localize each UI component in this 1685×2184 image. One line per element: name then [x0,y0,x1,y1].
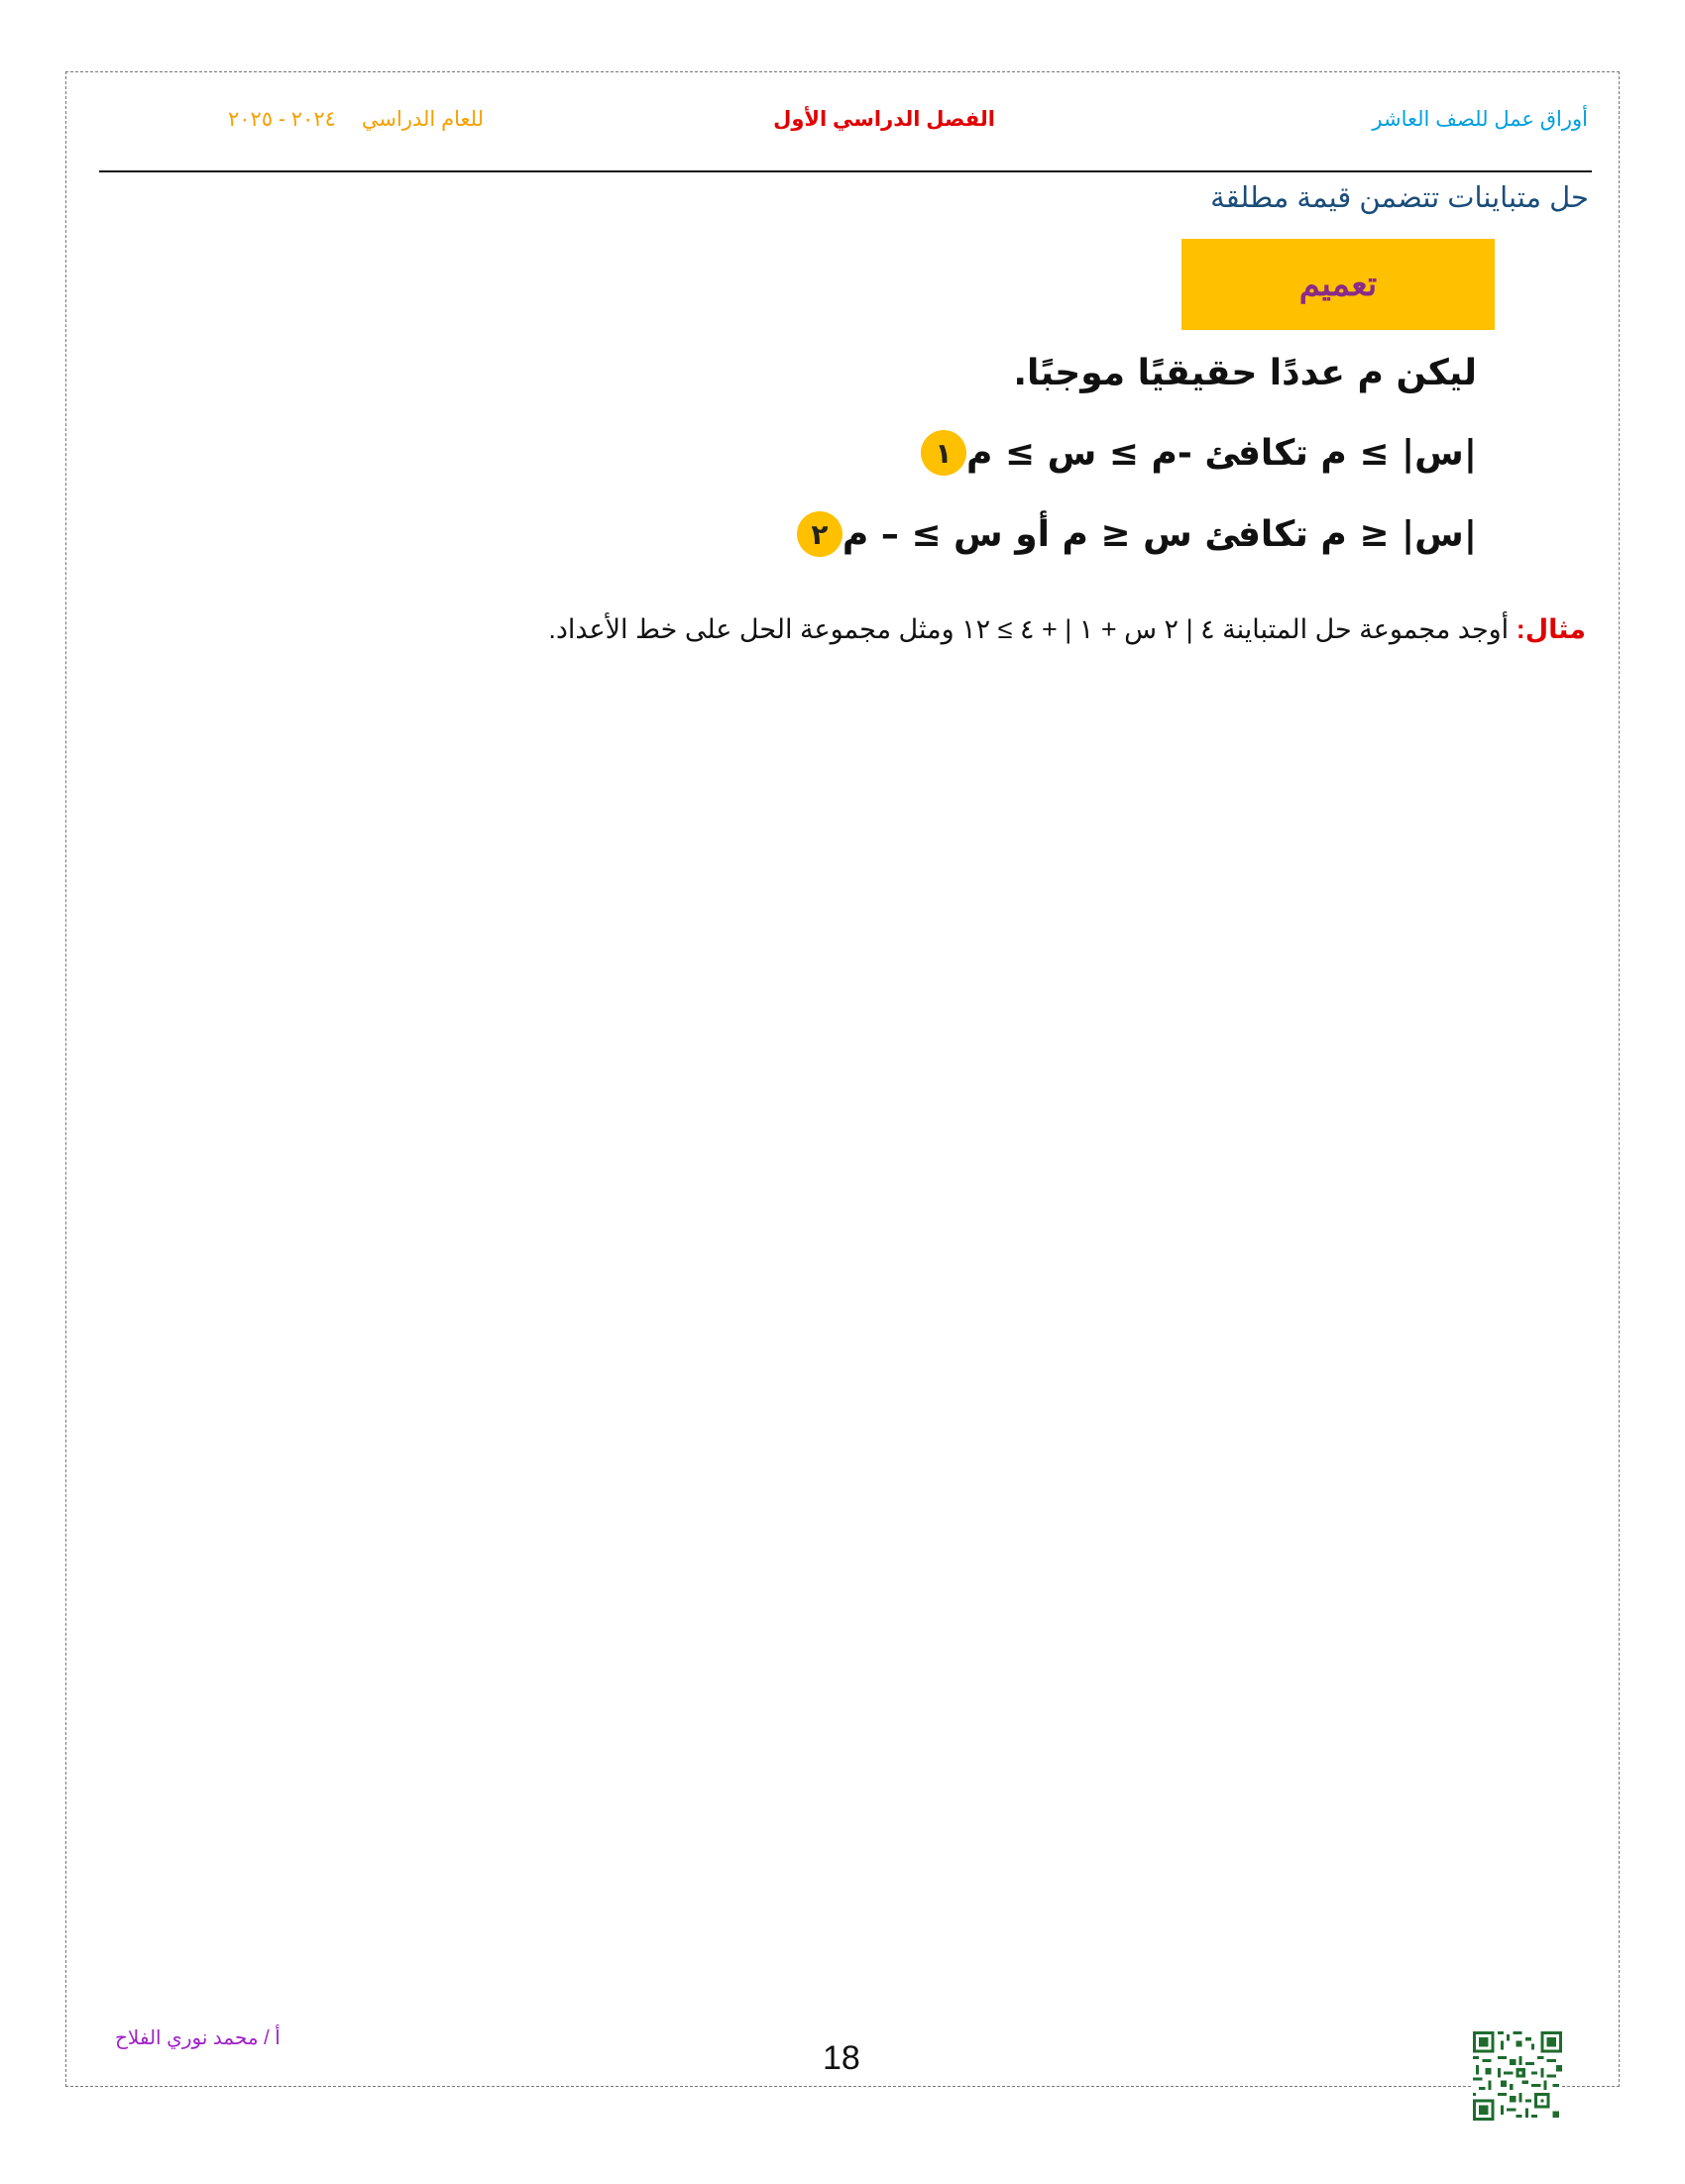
generalization-intro: ليكن ﻡ عددًا حقيقيًا موجبًا. [1013,353,1477,393]
header-academic-year [228,107,484,132]
page-number: 18 [823,2039,860,2077]
header-semester: الفصل الدراسي الأول [773,108,995,131]
qr-code-image [1473,2031,1562,2121]
header-year-value: ٢٠٢٤ - ٢٠٢٥ [228,108,336,131]
rule-number-badge: ٢ [797,511,842,557]
rule-inequality: |س| ≤ ﻡ تكافئ س ≤ ﻡ أو س ≥ – ﻡ [842,513,1477,555]
lesson-title: حل متباينات تتضمن قيمة مطلقة [1210,182,1589,214]
rule-inequality: |س| ≥ ﻡ تكافئ -ﻡ ≥ س ≥ ﻡ [965,432,1477,474]
header-series-title: أوراق عمل للصف العاشر [1372,108,1588,131]
example-problem [548,614,1586,645]
generalization-badge: تعميم [1181,239,1495,330]
rule-number-badge: ١ [921,430,966,476]
generalization-rule-2 [771,511,1477,557]
example-text: أوجد مجموعة حل المتباينة ٤ | ٢ س + ١ | + ٤ ≥ ١٢ ومثل مجموعة الحل على خط الأعداد. [548,614,1516,644]
generalization-rule-1 [895,430,1477,476]
header-divider [99,170,1592,172]
header-year-label: للعام الدراسي [361,108,484,131]
author-credit: أ / محمد نوري الفلاح [115,2027,281,2049]
example-label: مثال: [1516,614,1586,644]
